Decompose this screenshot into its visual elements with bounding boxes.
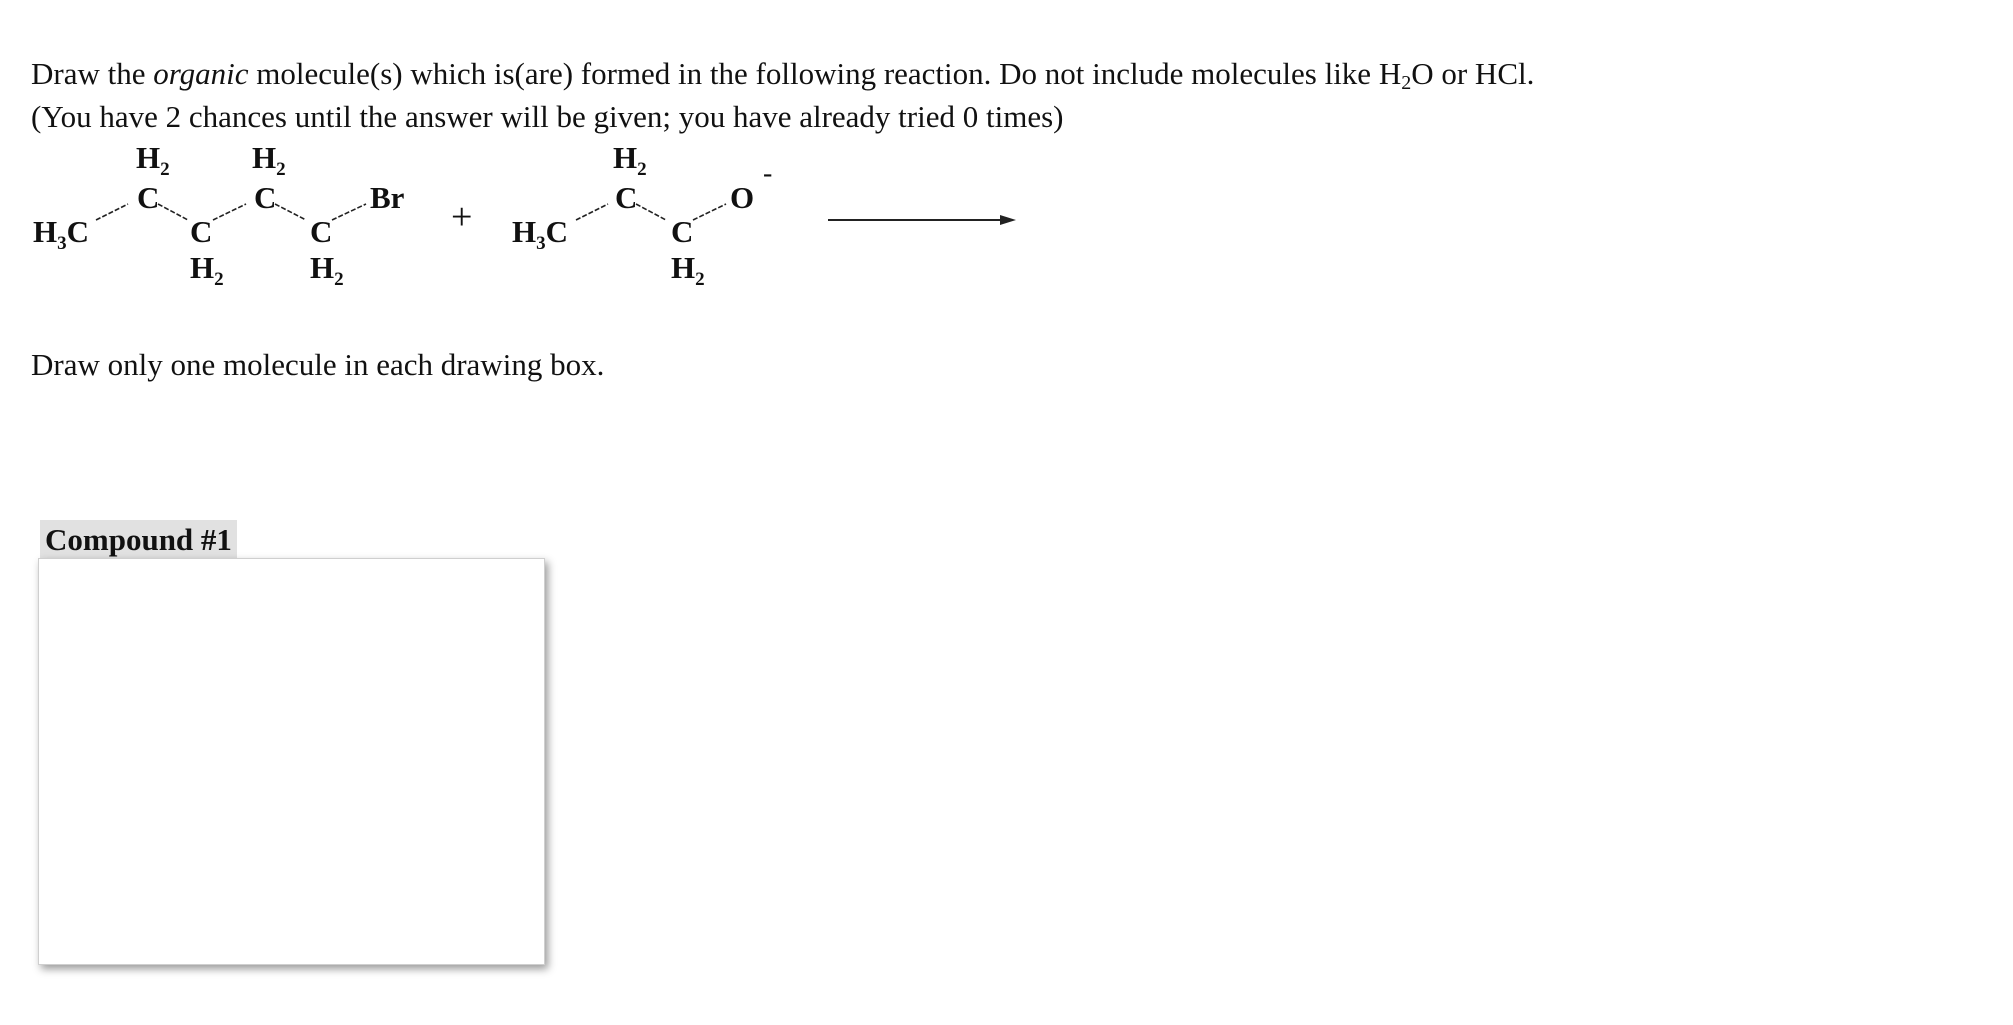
bond bbox=[96, 204, 128, 220]
bond bbox=[158, 204, 188, 220]
instruction-text: Draw only one molecule in each drawing box. bbox=[31, 347, 605, 382]
reactant-1 bbox=[33, 140, 405, 290]
reaction-scheme bbox=[28, 140, 1018, 310]
c-atom: C bbox=[137, 180, 160, 215]
c-atom: C bbox=[254, 180, 277, 215]
attempts-text: (You have 2 chances until the answer will be given; you have already tried 0 times) bbox=[31, 99, 1064, 134]
c-atom: C bbox=[310, 214, 333, 249]
plus-sign: + bbox=[451, 196, 473, 238]
h2-label: $H_2$ bbox=[136, 140, 170, 180]
c-atom: C bbox=[615, 180, 638, 215]
h2-label: $H_2$ bbox=[671, 250, 705, 290]
h2-label: $H_2$ bbox=[252, 140, 286, 180]
br-label: Br bbox=[370, 180, 405, 215]
bond bbox=[213, 204, 246, 220]
h2-label: $H_2$ bbox=[613, 140, 647, 180]
question-part3: O or HCl. bbox=[1411, 56, 1535, 91]
question-subscript: 2 bbox=[1401, 72, 1412, 94]
compound-tab[interactable]: Compound #1 bbox=[40, 520, 237, 558]
question-text bbox=[31, 52, 1534, 138]
ch3-label: $H_3C$ bbox=[512, 214, 569, 254]
reactant-2 bbox=[512, 140, 772, 290]
h2-label: $H_2$ bbox=[310, 250, 344, 290]
question-emphasis: organic bbox=[153, 56, 249, 91]
h2-label: $H_2$ bbox=[190, 250, 224, 290]
c-atom: C bbox=[671, 214, 694, 249]
bond bbox=[693, 204, 726, 220]
drawing-box[interactable] bbox=[38, 558, 545, 965]
negative-charge: - bbox=[763, 158, 773, 189]
bond bbox=[332, 204, 366, 220]
reaction-arrow bbox=[828, 215, 1016, 225]
ch3-label: $H_3C$ bbox=[33, 214, 90, 254]
question-part1: Draw the bbox=[31, 56, 154, 91]
question-part2: molecule(s) which is(are) formed in the following reaction. Do not include molecules like H bbox=[248, 56, 1402, 91]
bond bbox=[275, 204, 306, 220]
bond bbox=[636, 204, 666, 220]
c-atom: C bbox=[190, 214, 213, 249]
bond bbox=[576, 204, 608, 220]
o-label: O bbox=[730, 180, 755, 215]
